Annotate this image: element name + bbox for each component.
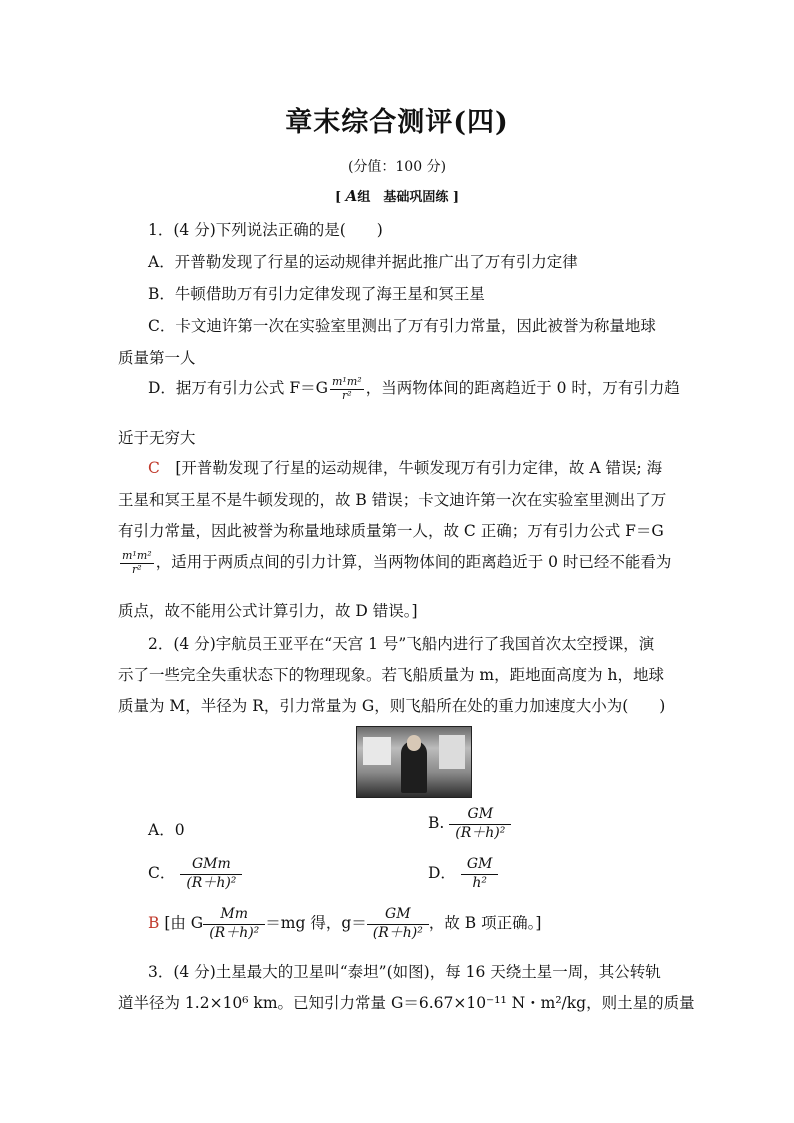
page-title: 章末综合测评(四): [285, 107, 509, 138]
group-label: 组 基础巩固练: [357, 190, 449, 205]
photo-panel-left: [363, 737, 391, 765]
q2-d-fraction: [461, 856, 499, 892]
q1-option-c-cont: 质量第一人: [118, 349, 196, 367]
q2-exp-fraction-2: [367, 906, 429, 942]
q2-d-den: h²: [472, 874, 487, 891]
q2-option-c: [148, 856, 242, 892]
q1-explanation-4: [118, 550, 671, 576]
q1-d-den: r²: [342, 388, 352, 402]
q1-exp1-text: [开普勒发现了行星的运动规律，牛顿发现万有引力定律，故 A 错误; 海: [159, 459, 663, 477]
q2-exp-d1: (R＋h)²: [209, 924, 260, 941]
q2-stem-3: 质量为 M，半径为 R，引力常量为 G，则飞船所在处的重力加速度大小为( ): [118, 697, 666, 715]
q2-d-label: D．: [428, 864, 456, 882]
q2-exp-n2: GM: [367, 906, 429, 925]
q2-exp-mid: ＝mg 得，g＝: [265, 914, 367, 932]
q1-d-post: ，当两物体间的距离趋近于 0 时，万有引力趋: [365, 379, 680, 397]
photo-head: [407, 735, 421, 751]
q2-exp-n1: Mm: [203, 906, 265, 925]
q1-exp4-text: ，适用于两质点间的引力计算，当两物体间的距离趋近于 0 时已经不能看为: [155, 553, 672, 571]
q3-stem-2: 道半径为 1.2×10⁶ km。已知引力常量 G＝6.67×10⁻¹¹ N・m²/kg，则土星的质量: [118, 994, 695, 1012]
q2-exp-fraction-1: [203, 906, 265, 942]
q2-b-fraction: [449, 806, 511, 842]
q2-stem-1: 2．(4 分)宇航员王亚平在“天宫 1 号”飞船内进行了我国首次太空授课，演: [148, 635, 655, 653]
q1-exp-fraction: [120, 550, 154, 575]
q2-c-fraction: [180, 856, 242, 892]
q2-exp-pre: [由 G: [164, 914, 204, 932]
q2-answer: B: [148, 914, 160, 932]
q1-explanation-3: 有引力常量，因此被誉为称量地球质量第一人，故 C 正确；万有引力公式 F＝G: [118, 522, 664, 540]
group-header: [ A组 基础巩固练 ]: [334, 187, 460, 205]
q1-d-fraction: [330, 376, 364, 401]
q1-option-d: [148, 376, 680, 402]
q1-d-pre: D．据万有引力公式 F＝G: [148, 379, 328, 397]
q2-c-label: C．: [148, 864, 176, 882]
q2-option-a: A．0: [148, 821, 185, 839]
q2-option-b: [428, 806, 511, 842]
q1-explanation-2: 王星和冥王星不是牛顿发现的，故 B 错误；卡文迪许第一次在实验室里测出了万: [118, 491, 667, 509]
q2-option-d: [428, 856, 498, 892]
q2-c-num: GMm: [180, 856, 242, 875]
q1-explanation-5: 质点，故不能用公式计算引力，故 D 错误。]: [118, 602, 418, 620]
q1-d-num: m¹m²: [332, 375, 362, 389]
q1-option-d-cont: 近于无穷大: [118, 429, 196, 447]
q2-d-num: GM: [461, 856, 499, 875]
q1-explanation-1: [148, 456, 662, 478]
q1-stem: 1．(4 分)下列说法正确的是( ): [148, 221, 383, 239]
score-note: (分值：100 分): [347, 159, 447, 175]
q2-exp-post: ，故 B 项正确。]: [428, 914, 542, 932]
q3-stem-1: 3．(4 分)土星最大的卫星叫“泰坦”(如图)，每 16 天绕土星一周，其公转轨: [148, 963, 661, 981]
q1-exp-den: r²: [132, 562, 142, 576]
q1-exp-num: m¹m²: [122, 549, 152, 563]
q2-stem-2: 示了一些完全失重状态下的物理现象。若飞船质量为 m，距地面高度为 h，地球: [118, 666, 665, 684]
q2-b-num: GM: [449, 806, 511, 825]
q1-option-c: C．卡文迪许第一次在实验室里测出了万有引力常量，因此被誉为称量地球: [148, 317, 656, 335]
q2-explanation: [148, 906, 541, 942]
q2-c-den: (R＋h)²: [186, 874, 237, 891]
q2-b-den: (R＋h)²: [455, 824, 506, 841]
q1-option-b: B．牛顿借助万有引力定律发现了海王星和冥王星: [148, 285, 485, 303]
q1-option-a: A．开普勒发现了行星的运动规律并据此推广出了万有引力定律: [148, 253, 578, 271]
photo-panel-right: [439, 735, 465, 769]
group-tag: A: [345, 187, 358, 205]
q1-answer: C: [148, 459, 160, 477]
astronaut-photo: [356, 726, 472, 798]
q2-b-label: B.: [428, 814, 445, 832]
q2-exp-d2: (R＋h)²: [372, 924, 423, 941]
